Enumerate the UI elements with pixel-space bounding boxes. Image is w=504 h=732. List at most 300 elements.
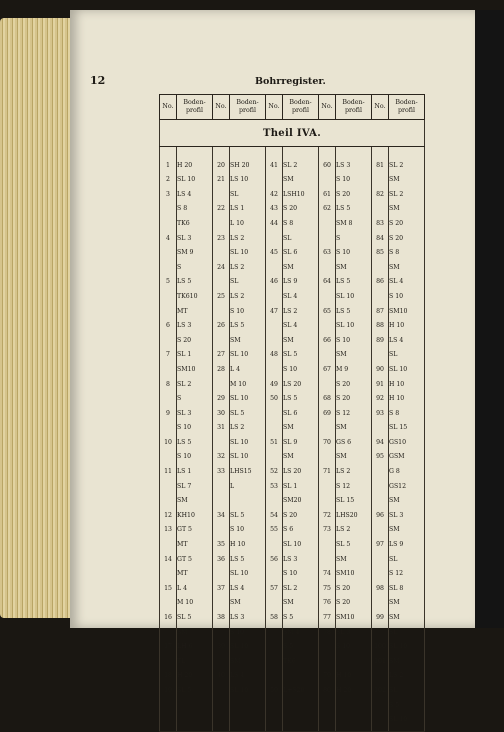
cell-bodenprofil: SM 8 bbox=[336, 220, 372, 235]
cell-bodenprofil: SM bbox=[336, 556, 372, 571]
cell-bodenprofil: S 20 bbox=[336, 191, 372, 206]
cell-bodenprofil: SL 5 bbox=[177, 687, 213, 702]
header-no: No. bbox=[372, 95, 389, 120]
cell-no bbox=[213, 483, 230, 498]
cell-no: 99 bbox=[372, 614, 389, 629]
cell-no: 81 bbox=[372, 162, 389, 177]
cell-no bbox=[266, 702, 283, 717]
cell-bodenprofil: SM bbox=[283, 337, 319, 352]
cell-no bbox=[266, 672, 283, 687]
cell-no bbox=[372, 570, 389, 585]
cell-no bbox=[213, 278, 230, 293]
cell-bodenprofil: S 10 bbox=[230, 308, 266, 323]
cell-no: 18 bbox=[160, 672, 177, 687]
cell-no bbox=[266, 570, 283, 585]
section-row bbox=[160, 120, 425, 147]
table-row bbox=[160, 308, 425, 323]
cell-bodenprofil: SL 10 bbox=[389, 716, 425, 731]
cell-no: 86 bbox=[372, 278, 389, 293]
cell-no: 44 bbox=[266, 220, 283, 235]
cell-bodenprofil: SM bbox=[230, 337, 266, 352]
cell-bodenprofil: SL 8 bbox=[389, 585, 425, 600]
table-row bbox=[160, 278, 425, 293]
cell-bodenprofil: SM bbox=[283, 176, 319, 191]
cell-bodenprofil: S 10 bbox=[336, 249, 372, 264]
cell-no: 84 bbox=[372, 235, 389, 250]
table-row bbox=[160, 176, 425, 191]
cell-bodenprofil: S 20 bbox=[177, 337, 213, 352]
cell-no: 38 bbox=[213, 614, 230, 629]
cell-no bbox=[266, 599, 283, 614]
cell-bodenprofil: SL 2 bbox=[389, 191, 425, 206]
cell-no: 14 bbox=[160, 556, 177, 571]
cell-bodenprofil: S 10 bbox=[336, 643, 372, 658]
cell-bodenprofil: SM bbox=[336, 264, 372, 279]
cell-bodenprofil: LSH10 bbox=[283, 191, 319, 206]
cell-no bbox=[213, 702, 230, 717]
cell-no: 29 bbox=[213, 395, 230, 410]
cell-bodenprofil: S 20 bbox=[336, 395, 372, 410]
cell-no: 72 bbox=[319, 512, 336, 527]
cell-no: 23 bbox=[213, 235, 230, 250]
cell-bodenprofil: L bbox=[230, 483, 266, 498]
cell-bodenprofil: SM bbox=[230, 658, 266, 673]
cell-bodenprofil: SL 10 bbox=[283, 541, 319, 556]
cell-bodenprofil: H 10 bbox=[389, 322, 425, 337]
cell-bodenprofil: GT 5 bbox=[177, 526, 213, 541]
cell-bodenprofil: SL 10 bbox=[230, 643, 266, 658]
cell-bodenprofil: SM bbox=[283, 453, 319, 468]
cell-bodenprofil bbox=[230, 716, 266, 731]
cell-no: 57 bbox=[266, 585, 283, 600]
cell-no bbox=[372, 716, 389, 731]
cell-no bbox=[213, 497, 230, 512]
cell-bodenprofil: LS 20 bbox=[283, 468, 319, 483]
cell-bodenprofil: SM bbox=[389, 526, 425, 541]
cell-no: 93 bbox=[372, 410, 389, 425]
table-row bbox=[160, 351, 425, 366]
cell-bodenprofil: S 10 bbox=[230, 629, 266, 644]
cell-bodenprofil: LS 9 bbox=[283, 278, 319, 293]
cell-no: 100 bbox=[372, 643, 389, 658]
table-row bbox=[160, 439, 425, 454]
cell-bodenprofil: SL 10 bbox=[230, 249, 266, 264]
cell-no bbox=[213, 249, 230, 264]
cell-no: 96 bbox=[372, 512, 389, 527]
facing-page-edge bbox=[475, 10, 504, 628]
table-row bbox=[160, 410, 425, 425]
cell-bodenprofil: LS 2 bbox=[230, 235, 266, 250]
cell-bodenprofil: SM10 bbox=[389, 308, 425, 323]
cell-no bbox=[213, 599, 230, 614]
cell-bodenprofil: GS10 bbox=[389, 439, 425, 454]
cell-bodenprofil: LS 2 bbox=[336, 526, 372, 541]
cell-bodenprofil: SL 15 bbox=[336, 497, 372, 512]
cell-no: 54 bbox=[266, 512, 283, 527]
table-row bbox=[160, 235, 425, 250]
cell-bodenprofil: SM bbox=[336, 351, 372, 366]
cell-bodenprofil: SM bbox=[283, 264, 319, 279]
cell-no: 33 bbox=[213, 468, 230, 483]
cell-bodenprofil: LS 3 bbox=[230, 614, 266, 629]
cell-no: 69 bbox=[319, 410, 336, 425]
table-row bbox=[160, 716, 425, 731]
cell-no: 24 bbox=[213, 264, 230, 279]
cell-bodenprofil: SL 2 bbox=[283, 585, 319, 600]
cell-no bbox=[319, 658, 336, 673]
cell-bodenprofil: LS 10 bbox=[230, 176, 266, 191]
cell-bodenprofil: SM bbox=[177, 497, 213, 512]
cell-no: 75 bbox=[319, 585, 336, 600]
table-row bbox=[160, 424, 425, 439]
cell-bodenprofil: MT bbox=[177, 570, 213, 585]
cell-no bbox=[160, 497, 177, 512]
cell-no bbox=[160, 716, 177, 731]
cell-bodenprofil: S 10 bbox=[283, 366, 319, 381]
cell-bodenprofil: SM bbox=[389, 205, 425, 220]
cell-bodenprofil: SL 2 bbox=[283, 162, 319, 177]
table-row bbox=[160, 220, 425, 235]
cell-bodenprofil: L+S20 bbox=[283, 687, 319, 702]
cell-bodenprofil: SM bbox=[283, 424, 319, 439]
cell-no bbox=[160, 658, 177, 673]
table-row bbox=[160, 483, 425, 498]
cell-bodenprofil: LS 3 bbox=[177, 322, 213, 337]
cell-bodenprofil: SL 3 bbox=[177, 235, 213, 250]
table-row bbox=[160, 366, 425, 381]
table-row bbox=[160, 322, 425, 337]
cell-no: 47 bbox=[266, 308, 283, 323]
cell-no bbox=[372, 293, 389, 308]
cell-no: 85 bbox=[372, 249, 389, 264]
cell-no bbox=[160, 308, 177, 323]
cell-no bbox=[372, 351, 389, 366]
cell-no bbox=[319, 541, 336, 556]
section-title: Theil IVA. bbox=[160, 120, 425, 147]
cell-no bbox=[213, 658, 230, 673]
table-row bbox=[160, 162, 425, 177]
cell-no: 66 bbox=[319, 337, 336, 352]
table-row bbox=[160, 293, 425, 308]
table-row bbox=[160, 191, 425, 206]
cell-no bbox=[319, 702, 336, 717]
cell-bodenprofil: S 8 bbox=[283, 220, 319, 235]
cell-no bbox=[213, 337, 230, 352]
cell-no: 1 bbox=[160, 162, 177, 177]
cell-bodenprofil bbox=[283, 702, 319, 717]
cell-bodenprofil: MT bbox=[177, 541, 213, 556]
cell-no: 71 bbox=[319, 468, 336, 483]
cell-bodenprofil: LS 2 bbox=[230, 264, 266, 279]
table-body bbox=[160, 147, 425, 732]
cell-no: 56 bbox=[266, 556, 283, 571]
cell-no: 62 bbox=[319, 205, 336, 220]
header-bodenprofil: Boden- profil bbox=[283, 95, 319, 120]
cell-bodenprofil: SL 10 bbox=[389, 643, 425, 658]
cell-no: 34 bbox=[213, 512, 230, 527]
cell-no bbox=[160, 424, 177, 439]
borehole-register-table bbox=[159, 94, 425, 732]
cell-no bbox=[160, 337, 177, 352]
table-row bbox=[160, 512, 425, 527]
cell-bodenprofil: S bbox=[177, 395, 213, 410]
cell-no: 46 bbox=[266, 278, 283, 293]
cell-no bbox=[266, 643, 283, 658]
cell-bodenprofil: SM 4 bbox=[283, 629, 319, 644]
running-head: Bohrregister. bbox=[255, 76, 326, 87]
header-bodenprofil: Boden- profil bbox=[336, 95, 372, 120]
table-row bbox=[160, 453, 425, 468]
cell-no bbox=[160, 483, 177, 498]
cell-no: 101 bbox=[372, 658, 389, 673]
header-no: No. bbox=[266, 95, 283, 120]
cell-no: 49 bbox=[266, 381, 283, 396]
cell-no: 52 bbox=[266, 468, 283, 483]
table-row bbox=[160, 585, 425, 600]
table-row bbox=[160, 205, 425, 220]
cell-no: 63 bbox=[319, 249, 336, 264]
cell-no: 22 bbox=[213, 205, 230, 220]
cell-no bbox=[266, 410, 283, 425]
cell-no: 79 bbox=[319, 672, 336, 687]
cell-bodenprofil: L 10 bbox=[230, 220, 266, 235]
cell-bodenprofil: SM bbox=[389, 176, 425, 191]
cell-bodenprofil: S 5 bbox=[283, 614, 319, 629]
header-no: No. bbox=[319, 95, 336, 120]
cell-bodenprofil: LS 2 bbox=[336, 468, 372, 483]
cell-no: 2 bbox=[160, 176, 177, 191]
cell-no: 94 bbox=[372, 439, 389, 454]
cell-bodenprofil: TK6 bbox=[283, 658, 319, 673]
cell-no bbox=[266, 264, 283, 279]
cell-no bbox=[319, 264, 336, 279]
cell-bodenprofil: SL 4 bbox=[283, 322, 319, 337]
cell-no bbox=[160, 599, 177, 614]
cell-no bbox=[266, 497, 283, 512]
cell-bodenprofil: SM10 bbox=[336, 570, 372, 585]
cell-no bbox=[266, 453, 283, 468]
cell-no: 35 bbox=[213, 541, 230, 556]
cell-no: 64 bbox=[319, 278, 336, 293]
cell-no bbox=[266, 541, 283, 556]
cell-no bbox=[319, 322, 336, 337]
cell-bodenprofil: LS 2 bbox=[230, 424, 266, 439]
cell-bodenprofil: SL 6 bbox=[283, 410, 319, 425]
cell-no bbox=[372, 672, 389, 687]
cell-bodenprofil: SL 10 bbox=[336, 293, 372, 308]
cell-bodenprofil: SL bbox=[283, 235, 319, 250]
cell-bodenprofil: S bbox=[336, 235, 372, 250]
cell-bodenprofil: S 5 bbox=[283, 643, 319, 658]
cell-bodenprofil: SL 10 bbox=[230, 453, 266, 468]
cell-bodenprofil: SM10 bbox=[177, 366, 213, 381]
cell-no bbox=[213, 526, 230, 541]
cell-no: 92 bbox=[372, 395, 389, 410]
cell-bodenprofil: S 8 bbox=[389, 410, 425, 425]
cell-no bbox=[213, 716, 230, 731]
table-row bbox=[160, 643, 425, 658]
cell-bodenprofil: SL 6 bbox=[283, 249, 319, 264]
cell-no bbox=[266, 424, 283, 439]
cell-no: 43 bbox=[266, 205, 283, 220]
cell-no: 13 bbox=[160, 526, 177, 541]
cell-no bbox=[372, 424, 389, 439]
cell-bodenprofil: SM bbox=[336, 424, 372, 439]
cell-bodenprofil: S 10 bbox=[230, 526, 266, 541]
cell-bodenprofil bbox=[336, 658, 372, 673]
cell-no bbox=[213, 570, 230, 585]
cell-bodenprofil: LS 4 bbox=[177, 191, 213, 206]
cell-no: 27 bbox=[213, 351, 230, 366]
cell-no bbox=[372, 483, 389, 498]
cell-bodenprofil: LHS15 bbox=[230, 468, 266, 483]
cell-no bbox=[266, 293, 283, 308]
cell-bodenprofil: S 10 bbox=[177, 424, 213, 439]
table-row bbox=[160, 556, 425, 571]
cell-bodenprofil: H 10 bbox=[230, 541, 266, 556]
cell-bodenprofil: LS 3 bbox=[283, 556, 319, 571]
cell-bodenprofil: S 20 bbox=[283, 205, 319, 220]
cell-no: 67 bbox=[319, 366, 336, 381]
cell-no bbox=[160, 570, 177, 585]
cell-no: 70 bbox=[319, 439, 336, 454]
cell-bodenprofil: M 10 bbox=[177, 599, 213, 614]
table-row bbox=[160, 395, 425, 410]
cell-bodenprofil: TK6 bbox=[177, 220, 213, 235]
table-row bbox=[160, 614, 425, 629]
cell-no bbox=[319, 381, 336, 396]
cell-bodenprofil: SM bbox=[177, 629, 213, 644]
header-bodenprofil: Boden- profil bbox=[389, 95, 425, 120]
cell-no bbox=[160, 264, 177, 279]
cell-bodenprofil: SL bbox=[389, 351, 425, 366]
cell-no bbox=[160, 395, 177, 410]
cell-bodenprofil: SL 4 bbox=[389, 278, 425, 293]
cell-no: 77 bbox=[319, 614, 336, 629]
cell-bodenprofil: SM bbox=[389, 614, 425, 629]
cell-no: 68 bbox=[319, 395, 336, 410]
cell-no: 45 bbox=[266, 249, 283, 264]
cell-no: 40 bbox=[213, 672, 230, 687]
cell-no bbox=[160, 205, 177, 220]
cell-bodenprofil: LH 6 bbox=[177, 643, 213, 658]
cell-no bbox=[319, 235, 336, 250]
cell-bodenprofil: S 10 bbox=[336, 176, 372, 191]
cell-bodenprofil: LS 1 bbox=[230, 205, 266, 220]
cell-bodenprofil: SL bbox=[389, 629, 425, 644]
cell-bodenprofil bbox=[283, 716, 319, 731]
cell-bodenprofil: LS 5 bbox=[283, 395, 319, 410]
header-no: No. bbox=[160, 95, 177, 120]
cell-bodenprofil: LS 4 bbox=[389, 337, 425, 352]
cell-no bbox=[319, 483, 336, 498]
cell-no: 80 bbox=[319, 687, 336, 702]
table-row bbox=[160, 687, 425, 702]
cell-bodenprofil: SM bbox=[230, 599, 266, 614]
cell-bodenprofil bbox=[283, 672, 319, 687]
cell-no bbox=[319, 351, 336, 366]
cell-no: 50 bbox=[266, 395, 283, 410]
cell-no bbox=[319, 220, 336, 235]
table-row bbox=[160, 337, 425, 352]
table-row bbox=[160, 264, 425, 279]
cell-bodenprofil: S 5 bbox=[389, 702, 425, 717]
cell-bodenprofil: H 20 bbox=[336, 687, 372, 702]
cell-no bbox=[213, 308, 230, 323]
cell-bodenprofil: LS 2 bbox=[230, 293, 266, 308]
cell-bodenprofil: LS 5 bbox=[177, 278, 213, 293]
cell-no: 82 bbox=[372, 191, 389, 206]
cell-bodenprofil: SL 10 bbox=[230, 570, 266, 585]
table-row bbox=[160, 672, 425, 687]
cell-bodenprofil: S 20 bbox=[336, 381, 372, 396]
cell-no: 11 bbox=[160, 468, 177, 483]
cell-bodenprofil: SL 4 bbox=[283, 293, 319, 308]
cell-no: 88 bbox=[372, 322, 389, 337]
cell-bodenprofil: S 10 bbox=[283, 570, 319, 585]
cell-no: 58 bbox=[266, 614, 283, 629]
cell-bodenprofil: S 10 bbox=[389, 293, 425, 308]
cell-no: 17 bbox=[160, 643, 177, 658]
cell-no bbox=[160, 541, 177, 556]
cell-bodenprofil: SL 1 bbox=[283, 483, 319, 498]
cell-no: 91 bbox=[372, 381, 389, 396]
cell-bodenprofil: LS 9 bbox=[389, 541, 425, 556]
cell-no bbox=[372, 702, 389, 717]
header-bodenprofil: Boden- profil bbox=[177, 95, 213, 120]
cell-bodenprofil: SL 5 bbox=[177, 614, 213, 629]
table-row bbox=[160, 658, 425, 673]
cell-no bbox=[266, 366, 283, 381]
cell-no bbox=[372, 264, 389, 279]
cell-bodenprofil: MT bbox=[177, 308, 213, 323]
cell-no bbox=[160, 453, 177, 468]
cell-no: 5 bbox=[160, 278, 177, 293]
cell-bodenprofil: LS 5 bbox=[230, 322, 266, 337]
cell-bodenprofil: LS 5 bbox=[336, 308, 372, 323]
cell-bodenprofil: SM bbox=[389, 658, 425, 673]
cell-no bbox=[213, 191, 230, 206]
cell-bodenprofil: LS 3 bbox=[336, 162, 372, 177]
cell-no: 76 bbox=[319, 599, 336, 614]
cell-no bbox=[319, 716, 336, 731]
cell-no: 98 bbox=[372, 585, 389, 600]
cell-no: 90 bbox=[372, 366, 389, 381]
cell-bodenprofil: S 20 bbox=[336, 585, 372, 600]
cell-no: 53 bbox=[266, 483, 283, 498]
table-row bbox=[160, 599, 425, 614]
cell-no: 97 bbox=[372, 541, 389, 556]
cell-no: 73 bbox=[319, 526, 336, 541]
cell-bodenprofil: SM bbox=[389, 599, 425, 614]
cell-bodenprofil: LS 4 bbox=[230, 585, 266, 600]
cell-bodenprofil bbox=[177, 702, 213, 717]
table-row bbox=[160, 526, 425, 541]
cell-no bbox=[160, 366, 177, 381]
cell-bodenprofil: KH10 bbox=[177, 512, 213, 527]
cell-no: 89 bbox=[372, 337, 389, 352]
cell-no: 25 bbox=[213, 293, 230, 308]
cell-bodenprofil: H 10 bbox=[336, 672, 372, 687]
cell-no: 9 bbox=[160, 410, 177, 425]
cell-bodenprofil: SL 10 bbox=[389, 366, 425, 381]
table-row bbox=[160, 702, 425, 717]
cell-no bbox=[266, 176, 283, 191]
cell-no: 21 bbox=[213, 176, 230, 191]
cell-bodenprofil: SL 7 bbox=[177, 483, 213, 498]
cell-no bbox=[319, 556, 336, 571]
cell-bodenprofil: SM20 bbox=[283, 497, 319, 512]
